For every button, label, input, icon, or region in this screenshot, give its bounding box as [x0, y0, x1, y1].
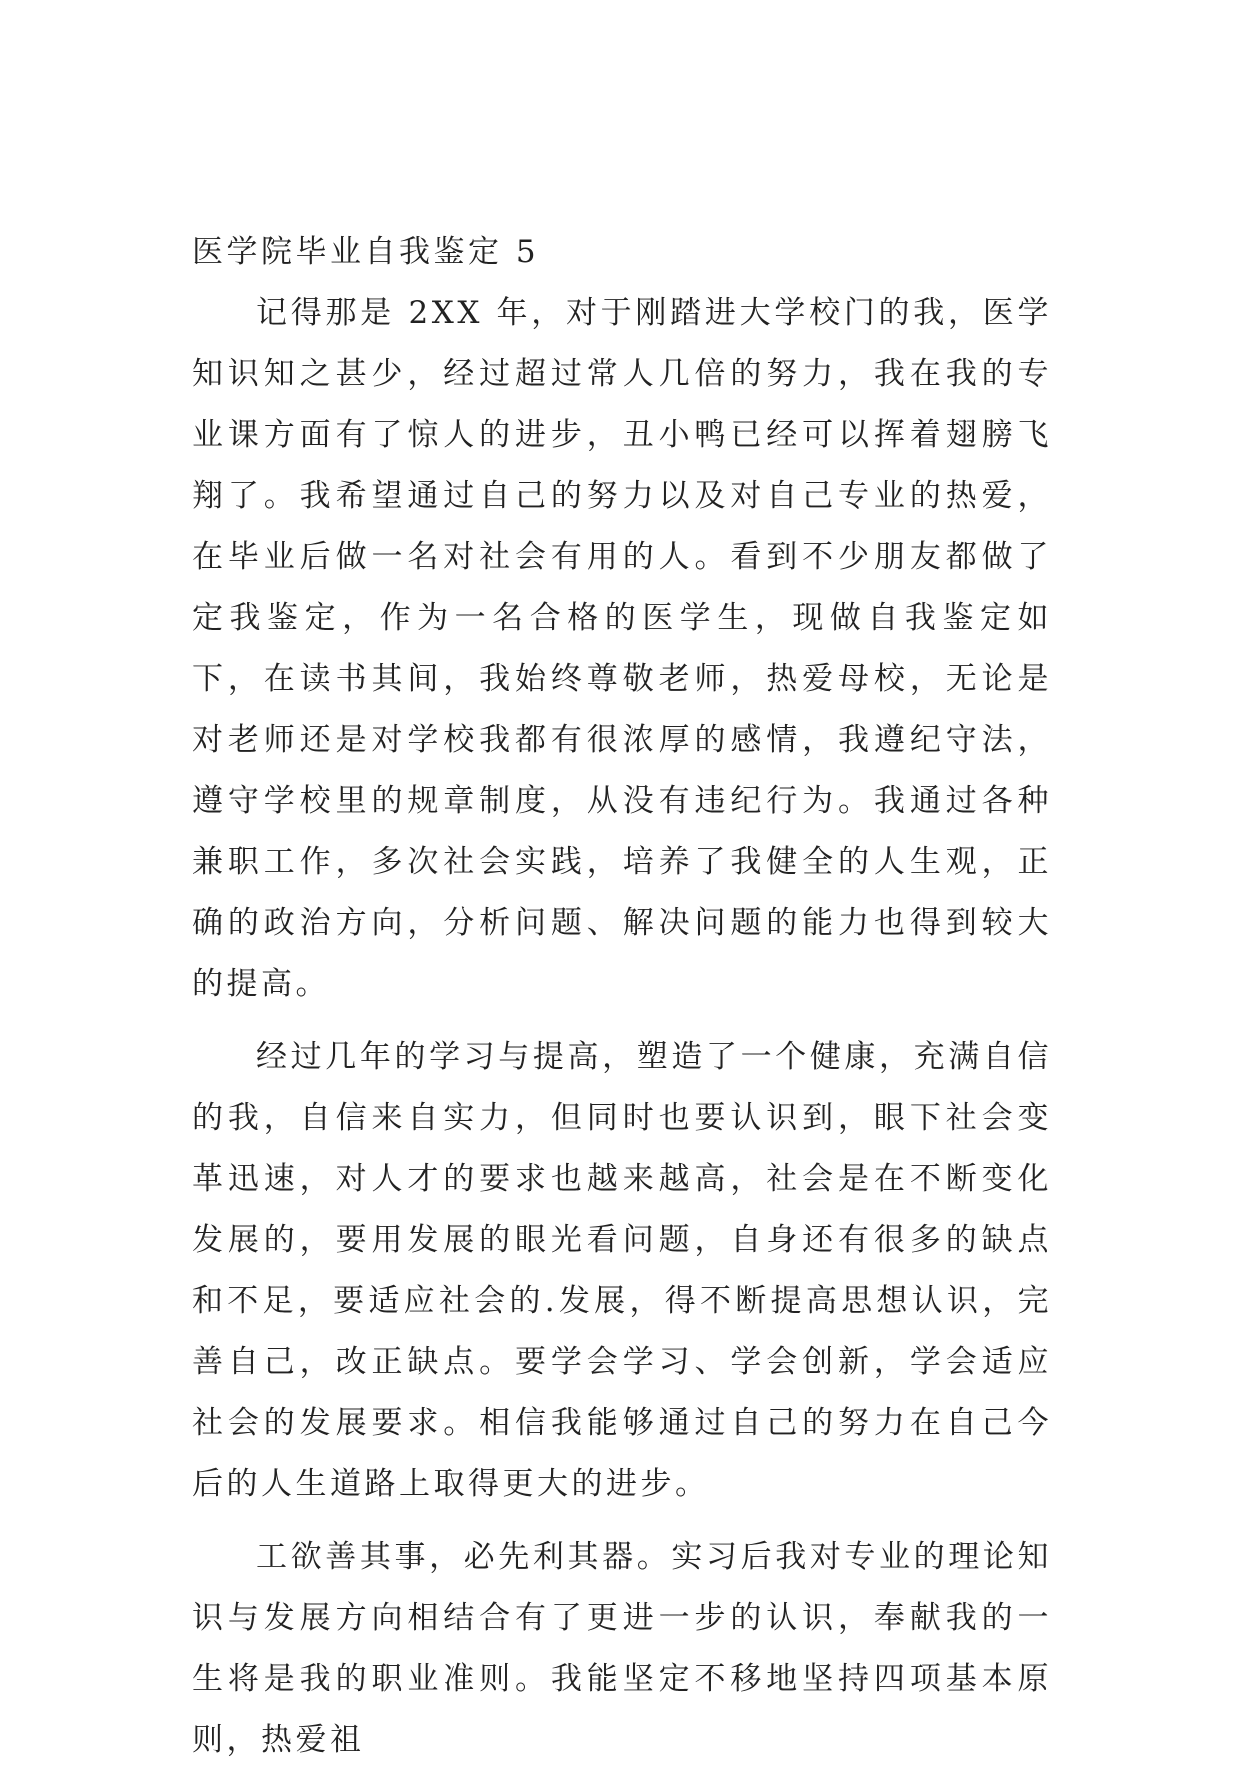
paragraph-2: 经过几年的学习与提高，塑造了一个健康，充满自信的我，自信来自实力，但同时也要认识到，眼下社会变革迅速，对人才的要求也越来越高，社会是在不断变化发展的，要用发展的眼光看问题，自身还有很多的缺点和不足，要适应社会的.发展，得不断提高思想认识，完善自己，改正缺点。要学会学习、学会创新，学会适应社会的发展要求。相信我能够通过自己的努力在自己今后的人生道路上取得更大的进步。 — [192, 1039, 1052, 1502]
document-body — [192, 222, 1052, 1783]
document-title: 医学院毕业自我鉴定 5 — [192, 234, 540, 270]
paragraph-3: 工欲善其事，必先利其器。实习后我对专业的理论知识与发展方向相结合有了更进一步的认识，奉献我的一生将是我的职业准则。我能坚定不移地坚持四项基本原则，热爱祖 — [192, 1539, 1052, 1758]
paragraph-1: 记得那是 2XX 年，对于刚踏进大学校门的我，医学知识知之甚少，经过超过常人几倍的努力，我在我的专业课方面有了惊人的进步，丑小鸭已经可以挥着翅膀飞翔了。我希望通过自己的努力以及对自己专业的热爱，在毕业后做一名对社会有用的人。看到不少朋友都做了定我鉴定，作为一名合格的医学生，现做自我鉴定如下，在读书其间，我始终尊敬老师，热爱母校，无论是对老师还是对学校我都有很浓厚的感情，我遵纪守法，遵守学校里的规章制度，从没有违纪行为。我通过各种兼职工作，多次社会实践，培养了我健全的人生观，正确的政治方向，分析问题、解决问题的能力也得到较大的提高。 — [192, 295, 1052, 1002]
